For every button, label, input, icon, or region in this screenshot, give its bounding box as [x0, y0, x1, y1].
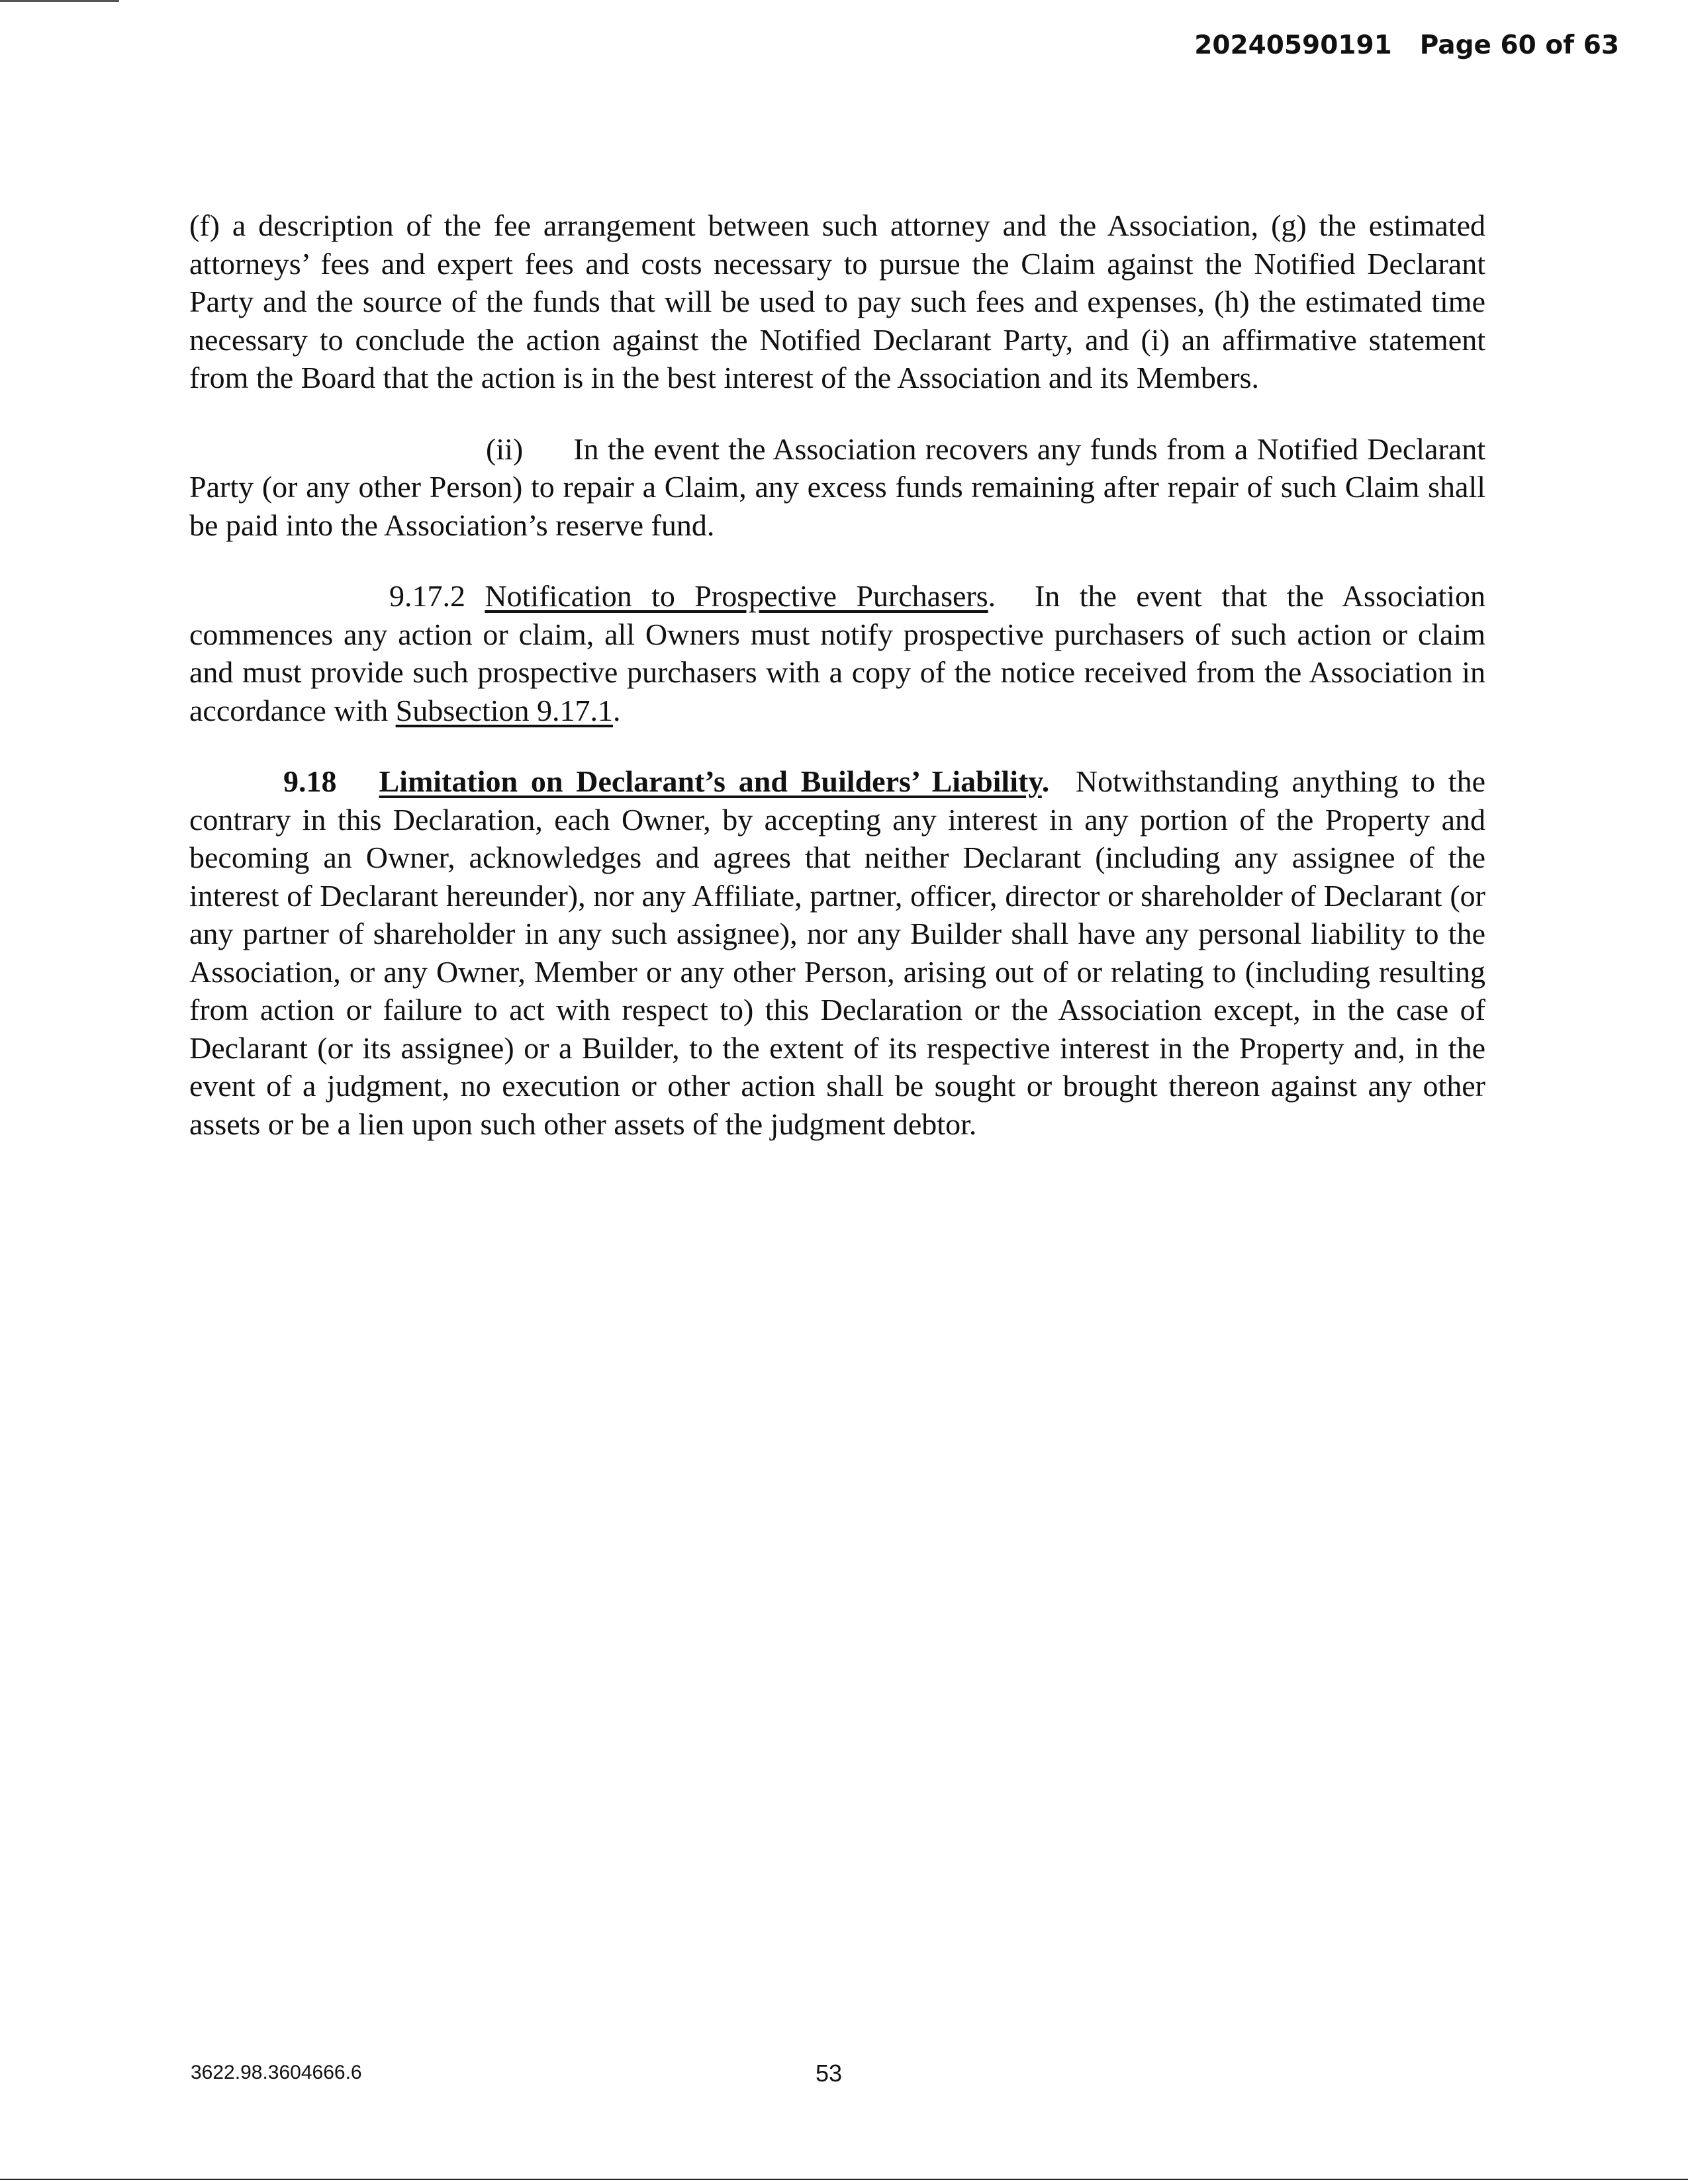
footer-document-id: 3622.98.3604666.6: [191, 2062, 362, 2083]
section-heading-period: .: [1041, 764, 1050, 798]
subsection-9-17-2: [189, 577, 1485, 729]
section-number: 9.18: [283, 764, 337, 798]
scan-bottom-rule: [0, 2179, 1688, 2180]
recording-stamp: [1194, 30, 1619, 60]
subsection-text-end: .: [613, 693, 621, 727]
subsection-number: 9.17.2: [389, 579, 465, 613]
subsection-text: In the event that the Association commences any action or claim, all Owners must notify prospective purchasers of such action or claim and must provide such prospective purchasers with a copy of the notice received from the Association in accordance with: [189, 579, 1486, 727]
section-text: Notwithstanding anything to the contrary in this Declaration, each Owner, by accepting any interest in any portion of the Property and becoming an Owner, acknowledges and agrees that neither Declarant (including any assignee of the interest of Declarant hereunder), nor any Affiliate, partner, officer, director or shareholder of Declarant (or any partner of shareholder in any such assignee), nor any Builder shall have any personal liability to the Association, or any Owner, Member or any other Person, arising out of or relating to (including resulting from action or failure to act with respect to) this Declaration or the Association except, in the case of Declarant (or its assignee) or a Builder, to the extent of its respective interest in the Property and, in the event of a judgment, no execution or other action shall be sought or brought thereon against any other assets or be a lien upon such other assets of the judgment debtor.: [189, 764, 1485, 1141]
subsection-heading-period: .: [988, 579, 996, 613]
subsection-reference: Subsection 9.17.1: [395, 693, 613, 727]
document-body: [189, 206, 1485, 1176]
section-heading: Limitation on Declarant’s and Builders’ Liability: [379, 764, 1042, 798]
section-9-18: [189, 762, 1485, 1143]
scan-edge-rule: [0, 0, 119, 2]
page-of-label: Page 60 of 63: [1419, 30, 1619, 60]
subsection-heading: Notification to Prospective Purchasers: [485, 579, 988, 613]
paragraph-ii-text: In the event the Association recovers any funds from a Notified Declarant Party (or any other Person) to repair a Claim, any excess funds remaining after repair of such Claim shall be paid into the Association’s reserve fund.: [189, 432, 1485, 542]
document-number: 20240590191: [1194, 30, 1392, 60]
paragraph-ii: [189, 430, 1485, 545]
footer-page-number: 53: [816, 2060, 843, 2087]
paragraph-ii-marker: (ii): [486, 432, 524, 466]
paragraph-f-text: (f) a description of the fee arrangement between such attorney and the Association, (g) the estimated attorneys’ fees and expert fees and costs necessary to pursue the Claim against the Notified Declarant Party and the source of the funds that will be used to pay such fees and expenses, (h) the estimated time necessary to conclude the action against the Notified Declarant Party, and (i) an affirmative statement from the Board that the action is in the best interest of the Association and its Members.: [189, 208, 1485, 394]
paragraph-f: [189, 206, 1485, 397]
